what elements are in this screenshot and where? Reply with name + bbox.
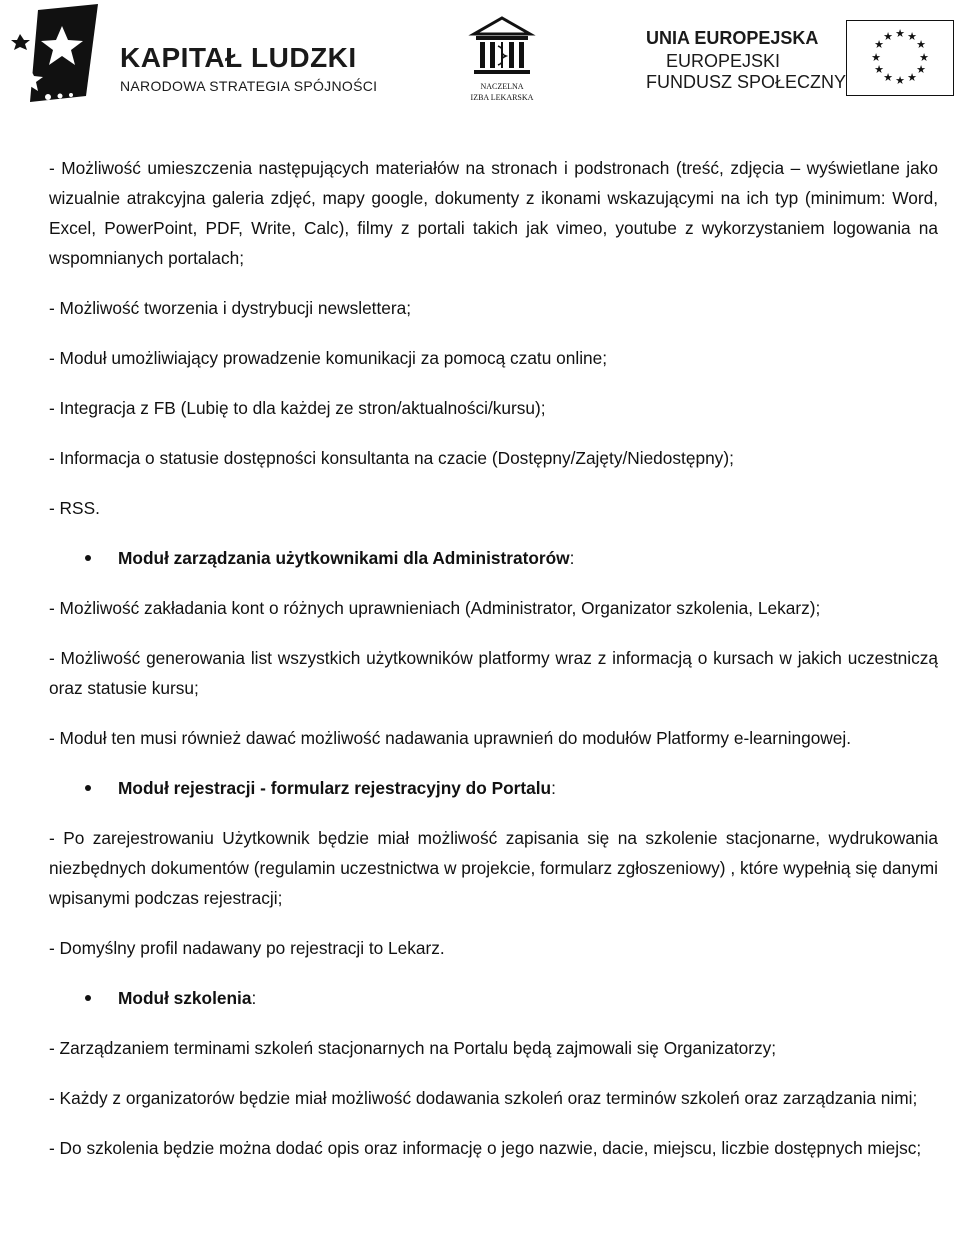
svg-text:★: ★	[883, 71, 893, 84]
paragraph: - Po zarejestrowaniu Użytkownik będzie miał możliwość zapisania się na szkolenie stacjonarne, wydrukowania niezbędnych dokumentów (regulamin uczestnictwa w projekcie, formularz zgłoszeniowy) , które wypełnią się danymi wpisanymi podczas rejestracji;	[49, 828, 938, 908]
paragraph: - RSS.	[49, 498, 100, 518]
svg-text:★: ★	[874, 63, 884, 76]
eu-flag-icon	[846, 20, 954, 96]
ue-subtitle-1: EUROPEJSKI	[666, 51, 781, 71]
bullet-icon	[85, 785, 91, 791]
unia-europejska-logo	[646, 20, 956, 110]
nil-name-line1: NACZELNA	[480, 82, 524, 91]
ue-title: UNIA EUROPEJSKA	[646, 28, 819, 48]
paragraph: - Moduł ten musi również dawać możliwość nadawania uprawnień do modułów Platformy e-learningowej.	[49, 728, 852, 748]
svg-text:★: ★	[895, 74, 905, 87]
ue-subtitle-2: FUNDUSZ SPOŁECZNY	[646, 72, 847, 92]
section-heading-title: Moduł szkolenia	[118, 988, 252, 1008]
bullet-icon	[85, 555, 91, 561]
nil-name-line2: IZBA LEKARSKA	[470, 93, 534, 102]
kapital-ludzki-emblem-icon	[8, 4, 108, 104]
bullet-icon	[85, 995, 91, 1001]
svg-text:★: ★	[916, 38, 926, 51]
section-heading	[49, 543, 938, 573]
section-heading-title: Moduł zarządzania użytkownikami dla Administratorów	[118, 548, 570, 568]
temple-emblem-icon	[468, 16, 536, 78]
paragraph: - Zarządzaniem terminami szkoleń stacjonarnych na Portalu będą zajmowali się Organizatorzy;	[49, 1038, 777, 1058]
kapital-ludzki-title: KAPITAŁ LUDZKI	[120, 42, 357, 73]
logo-header	[0, 0, 960, 110]
naczelna-izba-lekarska-logo	[468, 16, 536, 108]
kapital-ludzki-logo	[8, 4, 378, 104]
document-body	[49, 153, 938, 1163]
svg-text:★: ★	[916, 63, 926, 76]
svg-text:★: ★	[907, 71, 917, 84]
svg-text:★: ★	[895, 27, 905, 40]
paragraph: - Każdy z organizatorów będzie miał możliwość dodawania szkoleń oraz terminów szkoleń oraz zarządzania nimi;	[49, 1088, 918, 1108]
paragraph: - Informacja o statusie dostępności konsultanta na czacie (Dostępny/Zajęty/Niedostępny);	[49, 448, 734, 468]
paragraph: - Integracja z FB (Lubię to dla każdej ze stron/aktualności/kursu);	[49, 398, 546, 418]
paragraph: - Domyślny profil nadawany po rejestracji to Lekarz.	[49, 938, 445, 958]
svg-text:★: ★	[919, 51, 929, 64]
paragraph: - Moduł umożliwiający prowadzenie komunikacji za pomocą czatu online;	[49, 348, 608, 368]
section-heading-title: Moduł rejestracji - formularz rejestracyjny do Portalu	[118, 778, 552, 798]
paragraph: - Możliwość tworzenia i dystrybucji newslettera;	[49, 298, 412, 318]
kapital-ludzki-subtitle: NARODOWA STRATEGIA SPÓJNOŚCI	[120, 78, 378, 94]
section-heading-colon: :	[551, 778, 556, 798]
svg-text:★: ★	[883, 30, 893, 43]
svg-text:★: ★	[874, 38, 884, 51]
section-heading	[49, 773, 938, 803]
section-heading-colon: :	[569, 548, 575, 568]
svg-text:★: ★	[871, 51, 881, 64]
svg-text:★: ★	[907, 30, 917, 43]
paragraph: - Możliwość zakładania kont o różnych uprawnieniach (Administrator, Organizator szkolenia, Lekarz);	[49, 598, 821, 618]
paragraph: - Do szkolenia będzie można dodać opis oraz informację o jego nazwie, dacie, miejscu, liczbie dostępnych miejsc;	[49, 1138, 922, 1158]
paragraph: - Możliwość generowania list wszystkich użytkowników platformy wraz z informacją o kursach w jakich uczestniczą oraz statusie kursu;	[49, 648, 938, 698]
section-heading-colon: :	[251, 988, 257, 1008]
paragraph: - Możliwość umieszczenia następujących materiałów na stronach i podstronach (treść, zdjęcia – wyświetlane jako wizualnie atrakcyjna galeria zdjęć, mapy google, dokumenty z ikonami wskazującymi na ich typ (minimum: Word, Excel, PowerPoint, PDF, Write, Calc), filmy z portali takich jak vimeo, youtube z wykorzystaniem logowania na wspomnianych portalach;	[49, 158, 938, 268]
section-heading	[49, 983, 938, 1013]
